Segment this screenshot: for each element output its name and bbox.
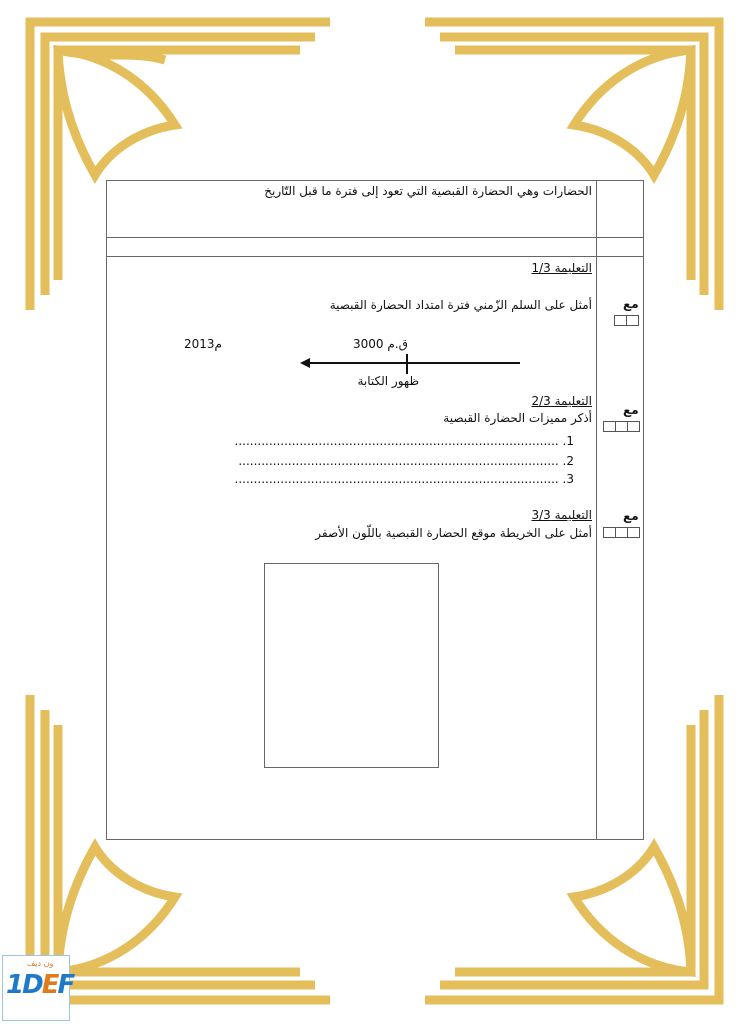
timeline-event-label: ظهور الكتابة — [357, 374, 419, 388]
score-boxes[interactable] — [604, 421, 640, 432]
timeline-end-label: 2013م — [184, 337, 222, 351]
mark-label: مع — [623, 509, 639, 523]
mark-label: مع — [623, 403, 639, 417]
row-divider — [107, 256, 643, 257]
map-placeholder[interactable] — [264, 563, 439, 768]
answer-line-3[interactable]: 3. ..................................................................................... — [234, 472, 574, 486]
instruction-3-prompt: أمثل على الخريطة موقع الحضارة القبصية باللّون الأصفر — [315, 526, 592, 540]
logo-tagline: ون ديف — [27, 959, 54, 968]
answer-line-2[interactable]: 2. .................................................................................... — [238, 454, 574, 468]
score-boxes[interactable] — [604, 527, 640, 538]
answer-line-1[interactable]: 1. ..................................................................................... — [234, 434, 574, 448]
instruction-1-title: التعليمة 1/3 — [531, 261, 592, 275]
instruction-1-prompt: أمثل على السلم الزّمني فترة امتداد الحضارة القبصية — [329, 298, 592, 312]
intro-text: الحضارات وهي الحضارة القبصية التي تعود إلى فترة ما قبل التّاريخ — [264, 184, 592, 198]
logo-text: 1DEF — [6, 970, 74, 1000]
row-divider — [107, 237, 643, 238]
site-logo[interactable] — [2, 955, 74, 1021]
instruction-2-prompt: أذكر مميزات الحضارة القبصية — [443, 411, 592, 425]
mark-column-divider — [596, 180, 597, 840]
instruction-3-title: التعليمة 3/3 — [531, 508, 592, 522]
instruction-2-title: التعليمة 2/3 — [531, 394, 592, 408]
mark-label: مع — [623, 297, 639, 311]
score-boxes[interactable] — [615, 315, 639, 326]
timeline-start-label: 3000 ق.م — [353, 337, 408, 351]
